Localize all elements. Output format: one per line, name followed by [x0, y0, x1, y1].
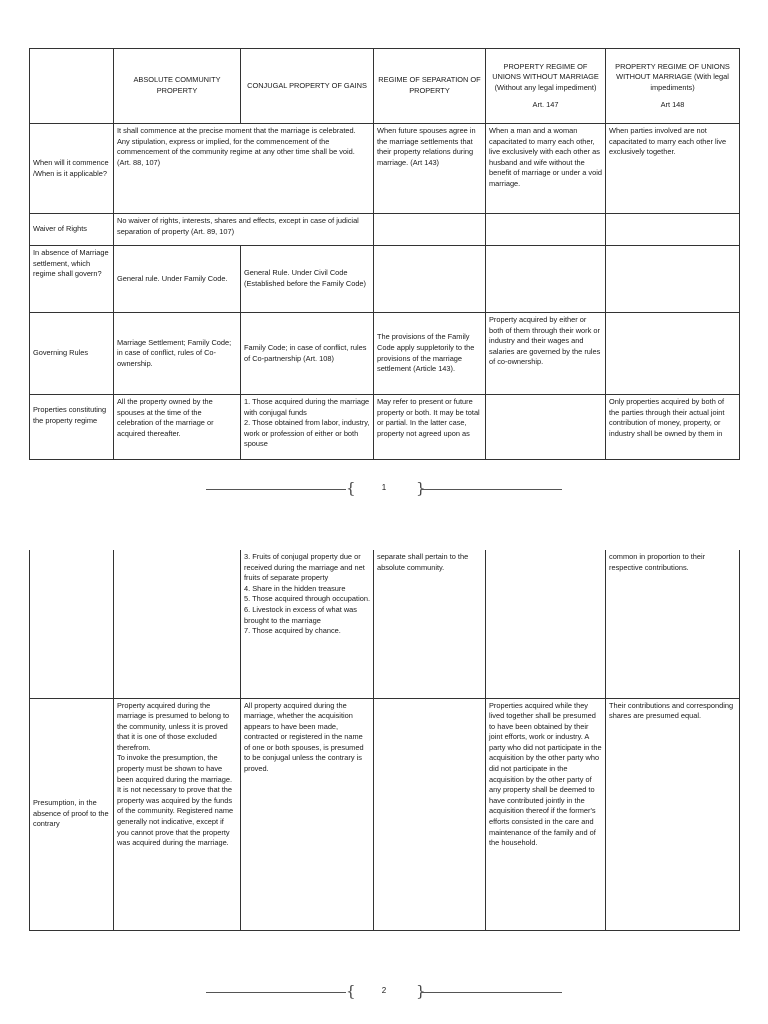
- header-art-148: [606, 49, 740, 124]
- footer-brace-left: {: [346, 982, 356, 1000]
- cell-commence-acp-cpg: It shall commence at the precise moment that the marriage is celebrated. Any stipulation, express or implied, for the commencement of the commencement of the community regime at any other time shall be void. (Art. 88, 107): [114, 124, 374, 214]
- cell-waiver-art147: [486, 214, 606, 246]
- cell-presumption-acp: Property acquired during the marriage is presumed to belong to the community, unless it is proved that it is one of those excluded therefrom. To invoke the presumption, the property must be shown to have been acquired during the marriage. It is not necessary to prove that the property was acquired by the funds of the community. Registered name generally not indicative, except if you cannot prove that the property was acquired during the marriage.: [114, 698, 241, 930]
- footer-rule-left: [206, 489, 346, 490]
- cell-governing-cpg: Family Code; in case of conflict, rules of Co-partnership (Art. 108): [241, 313, 374, 395]
- cell-properties-art148: Only properties acquired by both of the parties through their actual joint contribution of money, property, or industry shall be owned by them in: [606, 395, 740, 460]
- footer-brace-right: }: [416, 479, 426, 497]
- page-footer-1: [206, 479, 562, 497]
- cont-art147-blank: [486, 550, 606, 698]
- cell-commence-art147: When a man and a woman capacitated to marry each other, live exclusively with each other as husband and wife without the benefit of marriage or under a void marriage.: [486, 124, 606, 214]
- row-label-governing: Governing Rules: [30, 313, 114, 395]
- footer-brace-right: }: [416, 982, 426, 1000]
- header-art-148-number: Art 148: [660, 99, 685, 109]
- header-separation: REGIME OF SEPARATION OF PROPERTY: [374, 49, 486, 124]
- cell-properties-art147: [486, 395, 606, 460]
- footer-rule-right: [422, 489, 562, 490]
- cell-governing-separation: The provisions of the Family Code apply suppletorily to the provisions of the marriage settlement (Article 143).: [374, 313, 486, 395]
- cell-properties-separation-cont: separate shall pertain to the absolute community.: [374, 550, 486, 698]
- page-number: 1: [381, 483, 387, 492]
- cell-absence-art147: [486, 246, 606, 313]
- cell-waiver-acp-cpg: No waiver of rights, interests, shares and effects, except in case of judicial separation of property (Art. 89, 107): [114, 214, 374, 246]
- footer-brace-left: {: [346, 479, 356, 497]
- cell-waiver-separation: [374, 214, 486, 246]
- cont-acp-blank: [114, 550, 241, 698]
- comparison-table-page-2: [29, 550, 740, 931]
- footer-rule-right: [422, 992, 562, 993]
- page-footer-2: [206, 982, 562, 1000]
- footer-rule-left: [206, 992, 346, 993]
- cell-presumption-art148: Their contributions and corresponding shares are presumed equal.: [606, 698, 740, 930]
- cell-governing-art147: Property acquired by either or both of them through their work or industry and their wages and salaries are governed by the rules of co-ownership.: [486, 313, 606, 395]
- cell-properties-cpg: 1. Those acquired during the marriage with conjugal funds 2. Those obtained from labor, industry, work or profession of either or both spouse: [241, 395, 374, 460]
- row-label-absence: In absence of Marriage settlement, which regime shall govern?: [30, 246, 114, 313]
- header-art-147: [486, 49, 606, 124]
- cont-label-blank: [30, 550, 114, 698]
- row-label-properties: Properties constituting the property regime: [30, 395, 114, 460]
- header-conjugal-property: CONJUGAL PROPERTY OF GAINS: [241, 49, 374, 124]
- cell-waiver-art148: [606, 214, 740, 246]
- cell-presumption-separation: [374, 698, 486, 930]
- cell-properties-separation: May refer to present or future property or both. It may be total or partial. In the latter case, property not agreed upon as: [374, 395, 486, 460]
- cell-properties-art148-cont: common in proportion to their respective contributions.: [606, 550, 740, 698]
- cell-governing-art148: [606, 313, 740, 395]
- cell-properties-acp: All the property owned by the spouses at the time of the celebration of the marriage or acquired thereafter.: [114, 395, 241, 460]
- header-blank: [30, 49, 114, 124]
- comparison-table-page-1: [29, 48, 740, 460]
- cell-presumption-art147: Properties acquired while they lived together shall be presumed to have been obtained by their joint efforts, work or industry. A party who did not participate in the acquisition by the other party who did not participate in the acquisition by the other party of any property shall be deemed to have contributed jointly in the acquisition thereof if the former's efforts consisted in the care and maintenance of the family and of the household.: [486, 698, 606, 930]
- header-art-148-title: PROPERTY REGIME OF UNIONS WITHOUT MARRIAGE (With legal impediments): [615, 61, 730, 92]
- cell-properties-cpg-cont: 3. Fruits of conjugal property due or received during the marriage and net fruits of separate property 4. Share in the hidden treasure 5. Those acquired through occupation. 6. Livestock in excess of what was brought to the marriage 7. Those acquired by chance.: [241, 550, 374, 698]
- header-art-147-number: Art. 147: [532, 99, 559, 109]
- header-art-147-title: PROPERTY REGIME OF UNIONS WITHOUT MARRIAGE (Without any legal impediment): [492, 61, 599, 92]
- row-label-presumption: Presumption, in the absence of proof to the contrary: [30, 698, 114, 930]
- cell-absence-separation: [374, 246, 486, 313]
- cell-commence-art148: When parties involved are not capacitated to marry each other live exclusively together.: [606, 124, 740, 214]
- cell-absence-art148: [606, 246, 740, 313]
- page-number: 2: [381, 986, 387, 995]
- cell-presumption-cpg: All property acquired during the marriage, whether the acquisition appears to have been made, contracted or registered in the name of one or both spouses, is presumed to be conjugal unless the contrary is proved.: [241, 698, 374, 930]
- cell-commence-separation: When future spouses agree in the marriage settlements that their property relations during marriage. (Art 143): [374, 124, 486, 214]
- cell-absence-acp: General rule. Under Family Code.: [114, 246, 241, 313]
- header-absolute-community: ABSOLUTE COMMUNITY PROPERTY: [114, 49, 241, 124]
- cell-absence-cpg: General Rule. Under Civil Code (Established before the Family Code): [241, 246, 374, 313]
- cell-governing-acp: Marriage Settlement; Family Code; in case of conflict, rules of Co-ownership.: [114, 313, 241, 395]
- row-label-waiver: Waiver of Rights: [30, 214, 114, 246]
- row-label-commence: When will it commence /When is it applicable?: [30, 124, 114, 214]
